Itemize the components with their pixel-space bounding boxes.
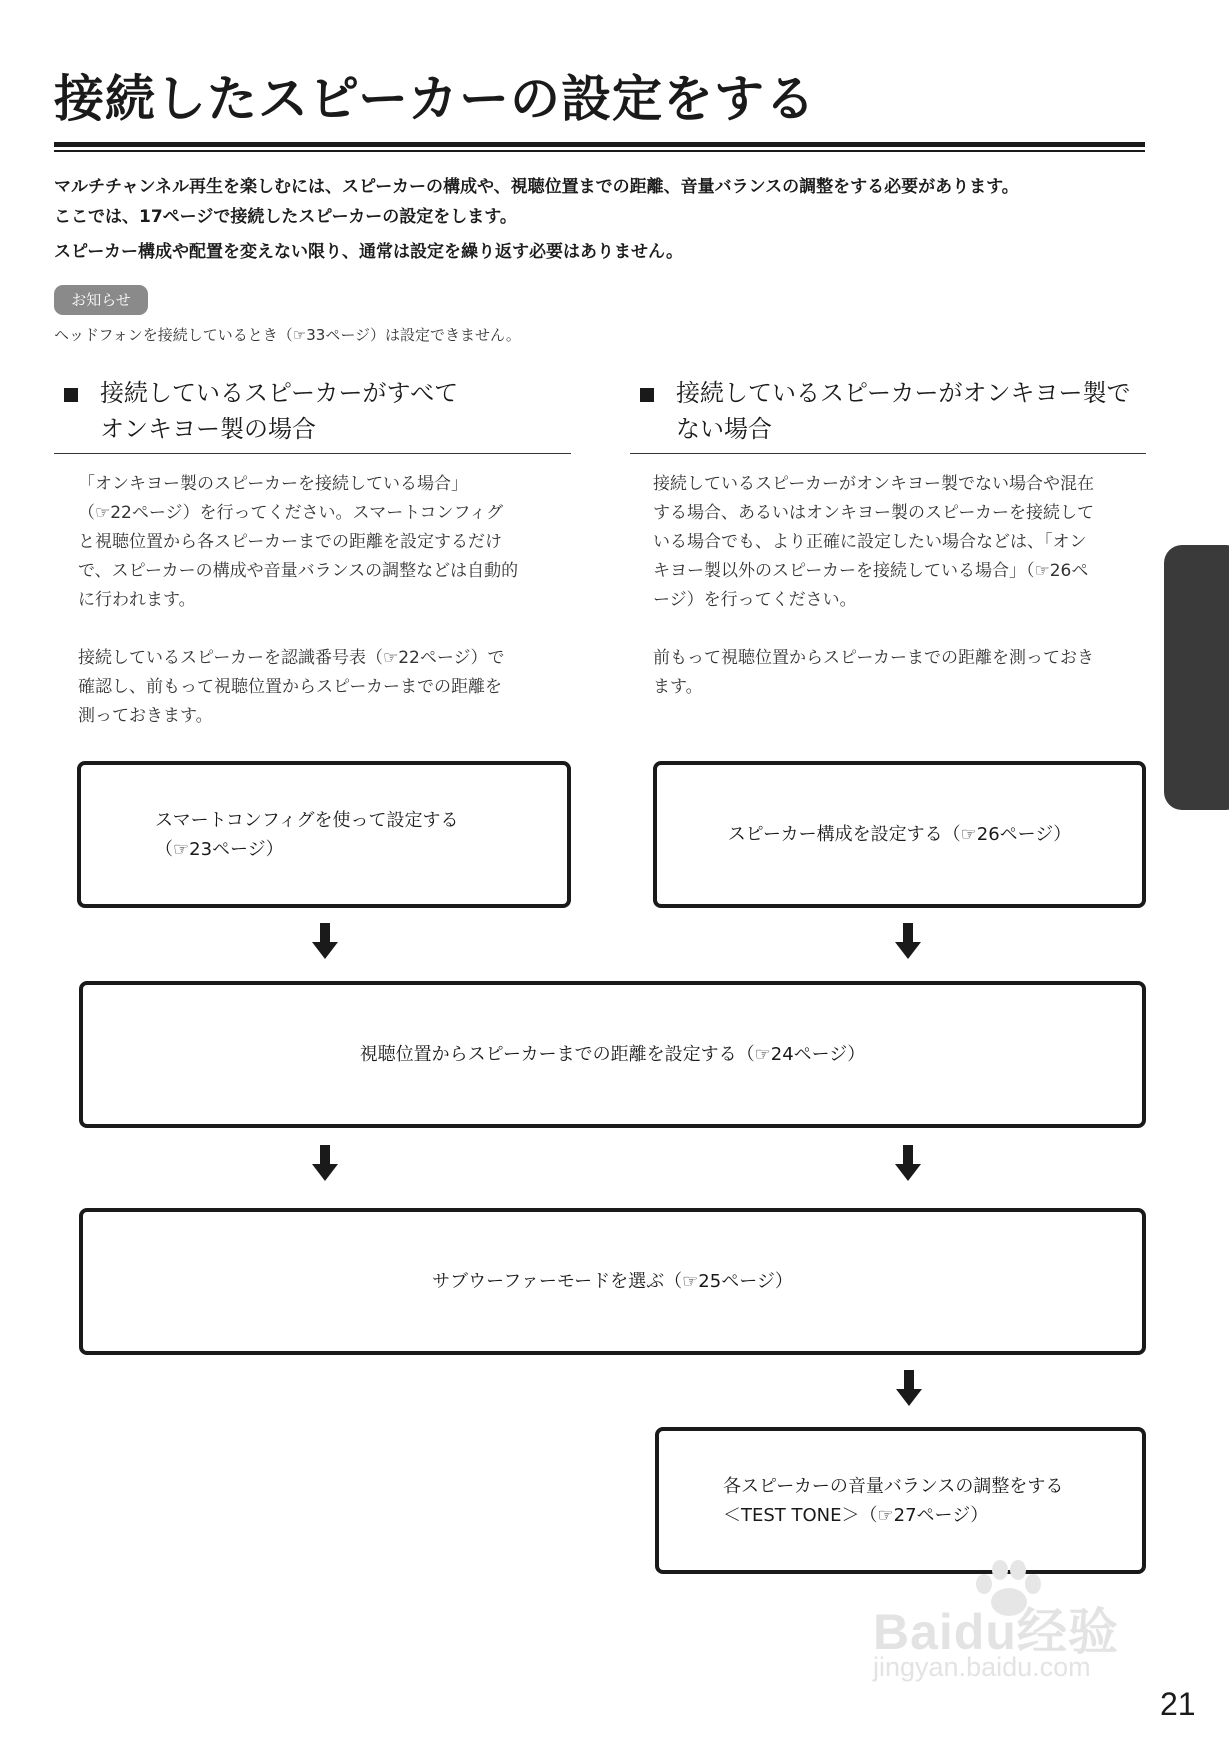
right-paragraph-2 [653, 644, 1153, 702]
level-line-2: ＜TEST TONE＞（☞27ページ） [723, 1504, 989, 1526]
watermark-url: jingyan.baidu.com [873, 1652, 1091, 1682]
intro-text [54, 172, 1154, 267]
left-p2-line-3: 測っておきます。 [78, 706, 213, 726]
right-heading-line-1: 接続しているスピーカーがオンキヨー製で [676, 379, 1131, 407]
right-heading [640, 375, 1160, 447]
left-heading-rule [54, 453, 571, 454]
left-p2-line-2: 確認し、前もって視聴位置からスピーカーまでの距離を [78, 677, 502, 697]
left-heading-line-1: 接続しているスピーカーがすべて [100, 379, 459, 407]
right-p1-line-5: ージ）を行ってください。 [653, 590, 857, 610]
left-p1-line-5: に行われます。 [78, 590, 196, 610]
flow-box-level [655, 1427, 1146, 1574]
page-title: 接続したスピーカーの設定をする [54, 70, 816, 128]
notice-text: ヘッドフォンを接続しているとき（☞33ページ）は設定できません。 [54, 326, 521, 344]
speaker-config-label: スピーカー構成を設定する（☞26ページ） [727, 824, 1072, 845]
subwoofer-label: サブウーファーモードを選ぶ（☞25ページ） [432, 1271, 793, 1292]
distance-label: 視聴位置からスピーカーまでの距離を設定する（☞24ページ） [359, 1044, 866, 1065]
side-tab [1164, 545, 1229, 810]
flow-box-distance [79, 981, 1146, 1128]
right-body [653, 470, 1153, 731]
left-paragraph-2 [78, 644, 578, 731]
left-heading [64, 375, 584, 447]
notice-badge: お知らせ [54, 285, 148, 315]
right-p1-line-3: いる場合でも、より正確に設定したい場合などは、「オン [653, 532, 1087, 552]
right-paragraph-1 [653, 470, 1153, 615]
left-p1-line-3: と視聴位置から各スピーカーまでの距離を設定するだけ [78, 532, 502, 552]
left-p1-line-2: （☞22ページ）を行ってください。スマートコンフィグ [78, 503, 504, 523]
flow-box-speaker-config [653, 761, 1146, 908]
level-line-1: 各スピーカーの音量バランスの調整をする [723, 1475, 1064, 1497]
intro-line-1: マルチチャンネル再生を楽しむには、スピーカーの構成や、視聴位置までの距離、音量バランスの調整をする必要があります。 [54, 177, 1019, 197]
right-p1-line-2: する場合、あるいはオンキヨー製のスピーカーを接続して [653, 503, 1094, 523]
left-body [78, 470, 578, 760]
title-rule-thin [54, 150, 1145, 152]
flow-box-smart-config [77, 761, 571, 908]
intro-line-2: ここでは、17ページで接続したスピーカーの設定をします。 [54, 207, 517, 227]
arrow-down-icon [895, 1145, 921, 1181]
page-number: 21 [1160, 1686, 1196, 1722]
right-heading-rule [630, 453, 1146, 454]
left-p2-line-1: 接続しているスピーカーを認識番号表（☞22ページ）で [78, 648, 505, 668]
right-heading-line-2: ない場合 [676, 415, 772, 443]
right-heading-square-icon [640, 388, 654, 402]
right-p1-line-1: 接続しているスピーカーがオンキヨー製でない場合や混在 [653, 474, 1094, 494]
left-heading-line-2: オンキヨー製の場合 [100, 415, 316, 443]
left-p1-line-4: で、スピーカーの構成や音量バランスの調整などは自動的 [78, 561, 519, 581]
right-p1-line-4: キヨー製以外のスピーカーを接続している場合」（☞26ペ [653, 561, 1089, 581]
arrow-down-icon [896, 1370, 922, 1406]
arrow-down-icon [312, 1145, 338, 1181]
title-rule-thick [54, 142, 1145, 147]
watermark-text: Baidu经验 [873, 1604, 1119, 1660]
smart-config-line-1: スマートコンフィグを使って設定する [155, 809, 459, 831]
arrow-down-icon [312, 923, 338, 959]
left-heading-square-icon [64, 388, 78, 402]
arrow-down-icon [895, 923, 921, 959]
right-p2-line-2: ます。 [653, 677, 703, 697]
left-p1-line-1: 「オンキヨー製のスピーカーを接続している場合」 [78, 474, 468, 494]
smart-config-line-2: （☞23ページ） [155, 838, 284, 860]
right-p2-line-1: 前もって視聴位置からスピーカーまでの距離を測っておき [653, 648, 1094, 668]
left-paragraph-1 [78, 470, 578, 615]
flow-box-subwoofer [79, 1208, 1146, 1355]
intro-line-3: スピーカー構成や配置を変えない限り、通常は設定を繰り返す必要はありません。 [54, 242, 683, 262]
